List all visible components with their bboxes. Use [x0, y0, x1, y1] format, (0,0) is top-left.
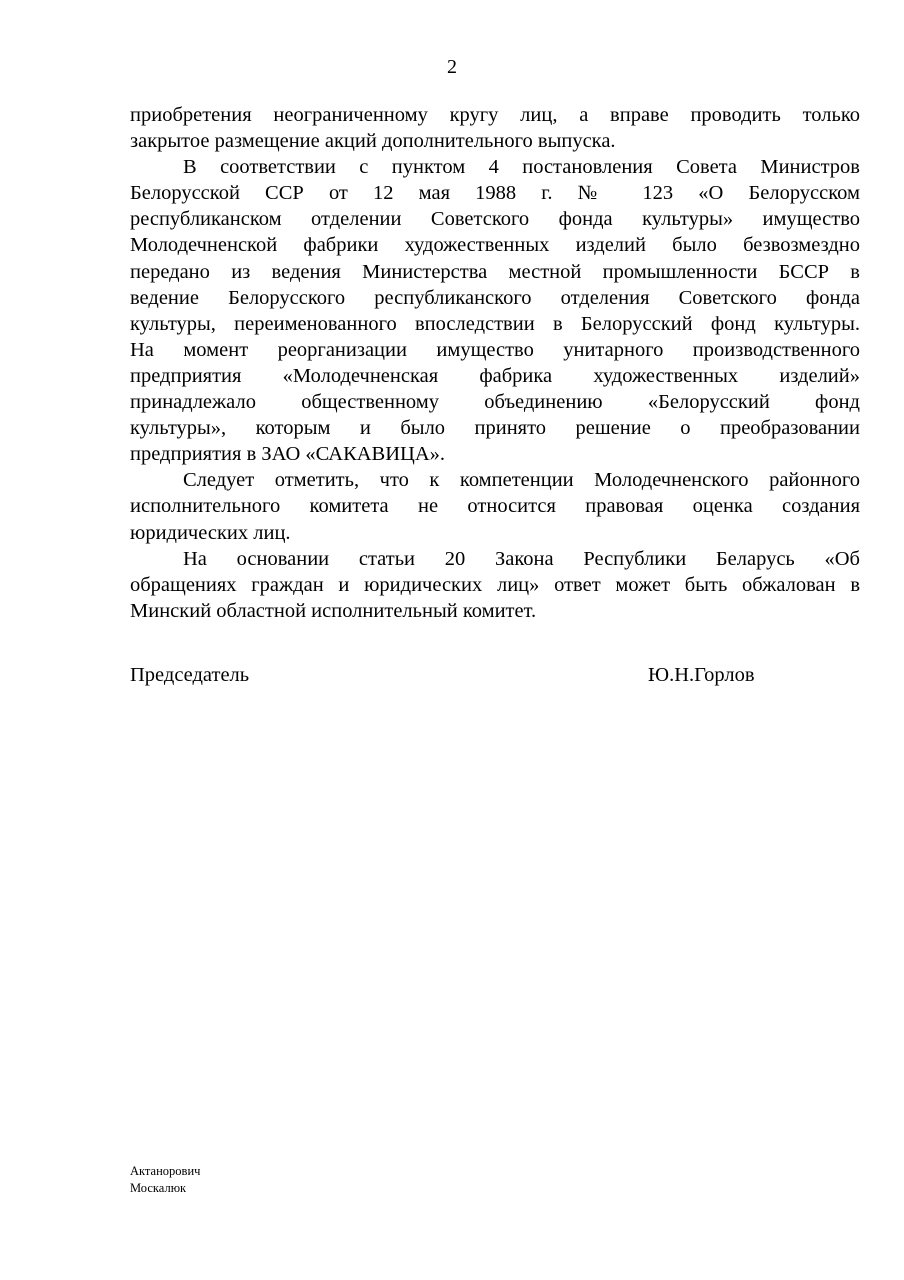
paragraph-line: Минский областной исполнительный комитет.: [130, 599, 537, 622]
paragraph-line: культуры, переименованного впоследствии в Белорусский фонд культуры.: [130, 312, 860, 335]
paragraph-line: Молодечненской фабрики художественных изделий было безвозмездно: [130, 234, 860, 257]
paragraph-line: Белорусской ССР от 12 мая 1988 г. № 123 «О Белорусском: [130, 182, 860, 205]
paragraph-line: республиканском отделении Советского фонда культуры» имущество: [130, 208, 860, 231]
paragraph-line: закрытое размещение акций дополнительного выпуска.: [130, 130, 616, 153]
paragraph-line: ведение Белорусского республиканского отделения Советского фонда: [130, 286, 860, 309]
paragraph-line: юридических лиц.: [130, 521, 291, 544]
paragraph-line: исполнительного комитета не относится правовая оценка создания: [130, 495, 860, 518]
paragraph-line: культуры», которым и было принято решение о преобразовании: [130, 417, 860, 440]
page-number: 2: [447, 56, 457, 78]
paragraph-line: предприятия в ЗАО «САКАВИЦА».: [130, 443, 446, 466]
paragraph-line: обращениях граждан и юридических лиц» ответ может быть обжалован в: [130, 573, 860, 596]
executor-name: Москалюк: [130, 1181, 187, 1195]
paragraph-line: На основании статьи 20 Закона Республики Беларусь «Об: [183, 547, 860, 570]
signature-name: Ю.Н.Горлов: [648, 664, 755, 686]
paragraph-line: предприятия «Молодечненская фабрика художественных изделий»: [130, 364, 860, 387]
paragraph-line: На момент реорганизации имущество унитарного производственного: [130, 338, 860, 361]
paragraph-line: В соответствии с пунктом 4 постановления Совета Министров: [183, 156, 860, 179]
signature-title: Председатель: [130, 664, 250, 686]
letter-body: [130, 102, 860, 624]
paragraph-line: приобретения неограниченному кругу лиц, а вправе проводить только: [130, 104, 860, 126]
executor-name: Актанорович: [130, 1164, 201, 1178]
paragraph-line: Следует отметить, что к компетенции Молодечненского районного: [183, 469, 860, 492]
paragraph-line: передано из ведения Министерства местной промышленности БССР в: [130, 260, 860, 283]
paragraph-line: принадлежало общественному объединению «Белорусский фонд: [130, 391, 860, 414]
